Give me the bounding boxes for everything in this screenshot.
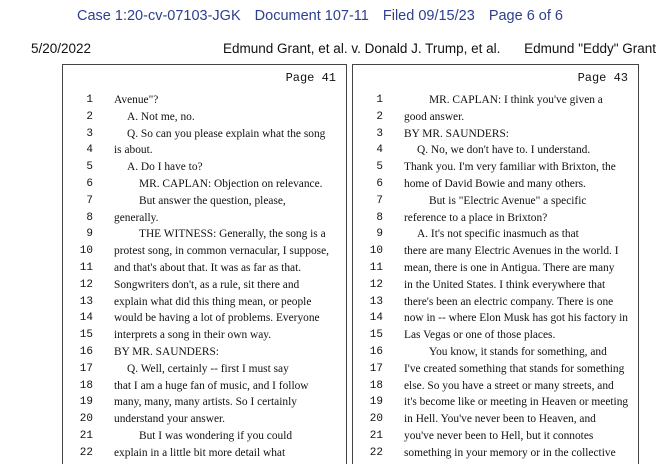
transcript-line (353, 428, 638, 445)
transcript-line (353, 394, 638, 411)
line-number: 9 (376, 228, 383, 241)
line-number: 7 (376, 194, 383, 207)
line-number: 14 (369, 312, 383, 325)
transcript-line (63, 378, 346, 395)
line-number: 2 (376, 110, 383, 123)
line-number: 7 (86, 194, 93, 207)
line-text: Songwriters don't, as a rule, sit there and (114, 278, 300, 291)
transcript-line (63, 109, 346, 126)
line-text: generally. (114, 211, 159, 224)
line-text: would be having a lot of problems. Everyone (114, 312, 320, 325)
line-text: MR. CAPLAN: Objection on relevance. (139, 177, 323, 190)
line-text: it's become like or meeting in Heaven or meeting (404, 396, 629, 409)
line-number: 6 (86, 177, 93, 190)
line-number: 17 (79, 362, 93, 375)
witness-name: Edmund "Eddy" Grant (524, 41, 656, 56)
transcript-line (353, 243, 638, 260)
line-number: 20 (369, 413, 383, 426)
transcript-line (353, 109, 638, 126)
line-number: 3 (376, 127, 383, 140)
line-text: home of David Bowie and many others. (404, 177, 586, 190)
transcript-line (353, 344, 638, 361)
transcript-page-right (352, 64, 639, 464)
transcript-line (353, 159, 638, 176)
line-number: 14 (79, 312, 93, 325)
line-number: 10 (79, 245, 93, 258)
document-number: Document 107-11 (254, 8, 369, 24)
transcript-line (353, 126, 638, 143)
line-number: 22 (79, 446, 93, 459)
line-text: Q. Well, certainly -- first I must say (127, 362, 289, 375)
transcript-line (353, 277, 638, 294)
line-number: 15 (79, 329, 93, 342)
line-number: 18 (79, 379, 93, 392)
transcript-line (353, 294, 638, 311)
line-number: 4 (376, 144, 383, 157)
transcript-line (353, 226, 638, 243)
transcript-page-number: Page 43 (577, 71, 628, 85)
line-number: 19 (79, 396, 93, 409)
line-text: good answer. (404, 110, 465, 123)
line-text: But answer the question, please, (139, 194, 286, 207)
line-text: But I was wondering if you could (139, 429, 293, 442)
line-number: 11 (369, 261, 383, 274)
case-number: Case 1:20-cv-07103-JGK (77, 8, 241, 24)
line-number: 19 (369, 396, 383, 409)
line-number: 13 (369, 295, 383, 308)
line-text: understand your answer. (114, 413, 226, 426)
transcript-line (63, 126, 346, 143)
line-text: mean, there is one in Antigua. There are many (404, 261, 615, 274)
line-text: A. It's not specific inasmuch as that (417, 228, 579, 241)
line-text: you've never been to Hell, but it connotes (404, 429, 594, 442)
transcript-line (63, 361, 346, 378)
line-text: BY MR. SAUNDERS: (404, 127, 509, 140)
line-text: and that's about that. It was as far as that. (114, 261, 302, 274)
line-text: something in your memory or in the collective (404, 446, 616, 459)
line-text: there's been an electric company. There is one (404, 295, 614, 308)
filing-page-number: Page 6 of 6 (488, 8, 563, 24)
transcript-line (63, 142, 346, 159)
transcript-line (63, 193, 346, 210)
line-number: 17 (369, 362, 383, 375)
line-text: explain in a little bit more detail what (114, 446, 286, 459)
transcript-line (63, 428, 346, 445)
transcript-line (63, 327, 346, 344)
transcript-line (63, 226, 346, 243)
transcript-line (353, 260, 638, 277)
line-number: 5 (376, 161, 383, 174)
line-text: protest song, in common vernacular, I suppose, (114, 245, 329, 258)
line-text: now in -- where Elon Musk has got his factory in (404, 312, 628, 325)
transcript-line (63, 294, 346, 311)
deposition-date: 5/20/2022 (31, 41, 92, 56)
line-text: BY MR. SAUNDERS: (114, 345, 219, 358)
line-number: 8 (376, 211, 383, 224)
transcript-lines (63, 92, 346, 462)
line-number: 8 (86, 211, 93, 224)
transcript-line (353, 92, 638, 109)
line-text: Las Vegas or one of those places. (404, 329, 556, 342)
line-number: 12 (369, 278, 383, 291)
line-text: Q. No, we don't have to. I understand. (417, 144, 591, 157)
line-text: MR. CAPLAN: I think you've given a (429, 94, 603, 106)
line-text: A. Not me, no. (127, 110, 195, 123)
transcript-line (353, 210, 638, 227)
line-number: 6 (376, 177, 383, 190)
line-number: 12 (79, 278, 93, 291)
line-text: in Hell. You've never been to Heaven, and (404, 413, 596, 426)
line-text: there are many Electric Avenues in the world. I (404, 245, 619, 258)
transcript-line (63, 310, 346, 327)
line-text: You know, it stands for something, and (429, 345, 607, 358)
line-number: 13 (79, 295, 93, 308)
transcript-line (63, 411, 346, 428)
line-number: 11 (79, 261, 93, 274)
line-number: 22 (369, 446, 383, 459)
transcript-line (353, 361, 638, 378)
transcript-line (63, 243, 346, 260)
transcript-line (353, 142, 638, 159)
transcript-line (63, 159, 346, 176)
transcript-line (353, 378, 638, 395)
transcript-line (63, 176, 346, 193)
line-number: 1 (86, 94, 93, 106)
transcript-line (353, 445, 638, 462)
line-text: I've created something that stands for something (404, 362, 625, 375)
transcript-line (353, 176, 638, 193)
line-number: 2 (86, 110, 93, 123)
line-text: Thank you. I'm very familiar with Brixton, the (404, 161, 616, 174)
court-filing-header (0, 8, 640, 24)
transcript-line (353, 411, 638, 428)
line-number: 15 (369, 329, 383, 342)
transcript-line (353, 193, 638, 210)
line-text: that I am a huge fan of music, and I follow (114, 379, 309, 392)
line-number: 16 (79, 345, 93, 358)
line-text: reference to a place in Brixton? (404, 211, 548, 224)
transcript-line (63, 445, 346, 462)
line-number: 20 (79, 413, 93, 426)
line-text: else. So you have a street or many streets, and (404, 379, 614, 392)
case-parties: Edmund Grant, et al. v. Donald J. Trump, et al. (223, 41, 501, 56)
transcript-line (63, 92, 346, 109)
line-text: THE WITNESS: Generally, the song is a (139, 228, 326, 241)
line-text: explain what did this thing mean, or people (114, 295, 312, 308)
case-caption (223, 41, 656, 56)
transcript-line (63, 344, 346, 361)
line-number: 18 (369, 379, 383, 392)
line-text: A. Do I have to? (127, 161, 203, 174)
transcript-line (63, 394, 346, 411)
transcript-line (353, 327, 638, 344)
line-number: 3 (86, 127, 93, 140)
line-number: 5 (86, 161, 93, 174)
transcript-line (63, 210, 346, 227)
transcript-lines (353, 92, 638, 462)
transcript-line (353, 310, 638, 327)
line-number: 4 (86, 144, 93, 157)
transcript-line (63, 277, 346, 294)
line-text: in the United States. I think everywhere that (404, 278, 606, 291)
transcript-page-left (62, 64, 347, 464)
transcript-line (63, 260, 346, 277)
line-text: interprets a song in their own way. (114, 329, 272, 342)
filed-date: Filed 09/15/23 (382, 8, 475, 24)
line-number: 1 (376, 94, 383, 106)
line-text: Avenue"? (114, 94, 159, 106)
line-text: many, many, many artists. So I certainly (114, 396, 297, 409)
line-number: 16 (369, 345, 383, 358)
line-number: 21 (369, 429, 383, 442)
line-number: 21 (79, 429, 93, 442)
line-text: is about. (114, 144, 153, 157)
line-number: 9 (86, 228, 93, 241)
transcript-page-number: Page 41 (285, 71, 336, 85)
line-number: 10 (369, 245, 383, 258)
line-text: But is "Electric Avenue" a specific (429, 194, 587, 207)
line-text: Q. So can you please explain what the song (127, 127, 326, 140)
